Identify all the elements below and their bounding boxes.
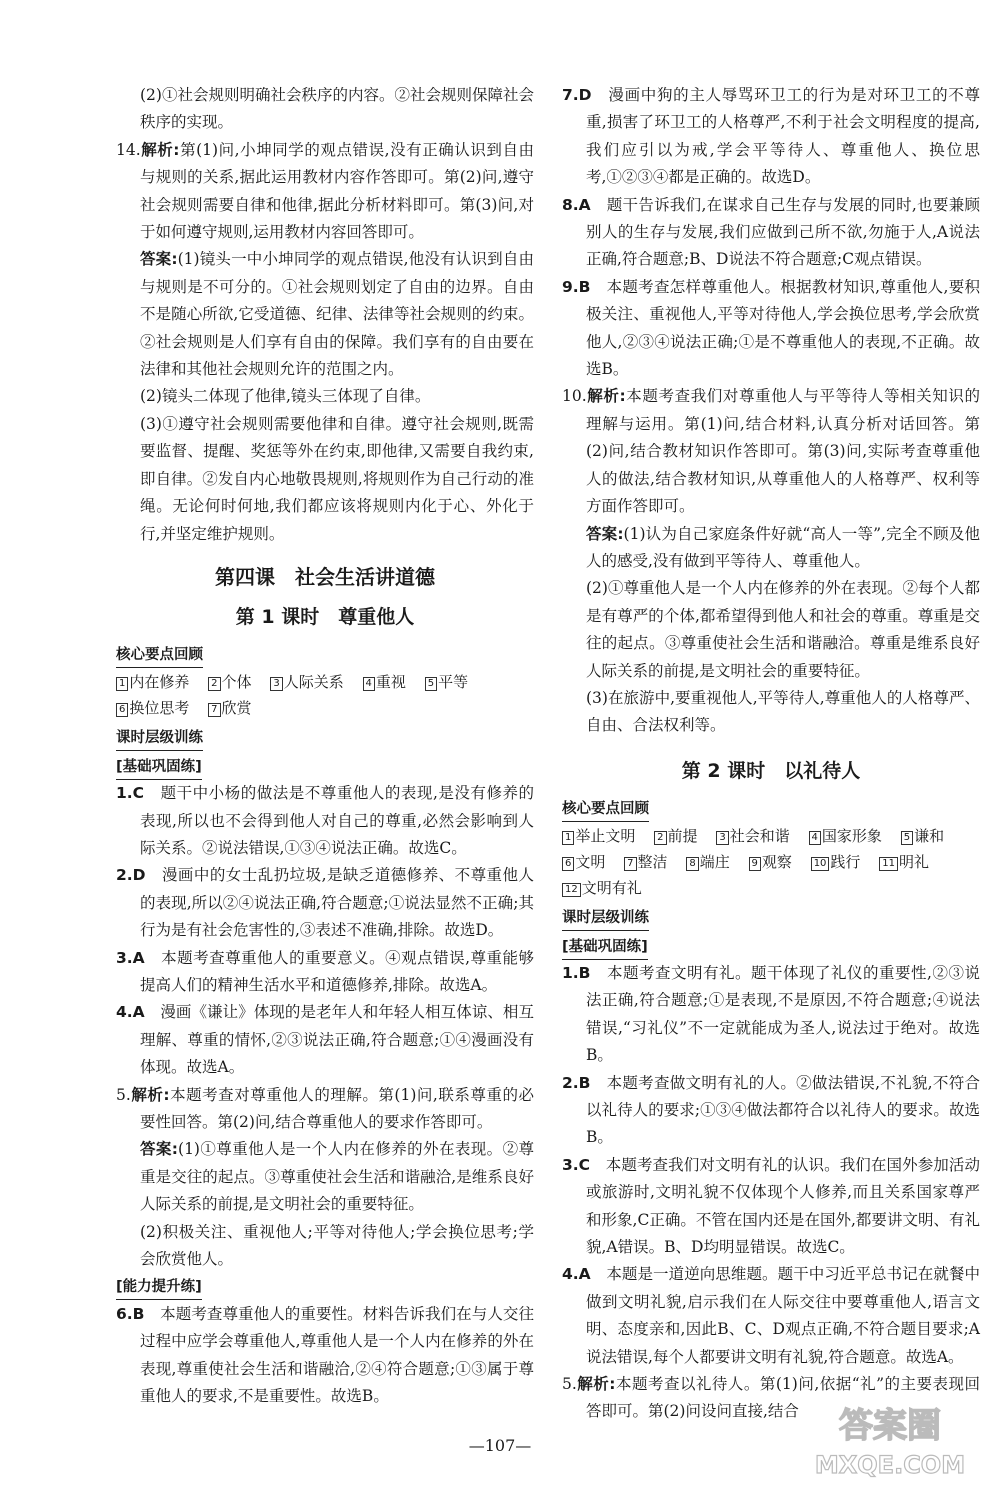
right-column	[562, 82, 980, 1426]
key-text: 欣赏	[221, 699, 252, 718]
question-item	[562, 1261, 980, 1371]
question-number: 9.B	[562, 277, 591, 296]
lesson2-title: 第 2 课时 以礼待人	[681, 759, 861, 782]
question-number: 7.D	[562, 86, 592, 104]
question-number: 1.C	[116, 784, 145, 803]
basic-heading-2	[562, 933, 980, 960]
core-key-item	[363, 673, 406, 691]
core-review-keys	[116, 669, 534, 721]
q10-number: 10.	[562, 387, 587, 406]
training-label: 课时层级训练	[116, 726, 203, 751]
q14-answer-1	[116, 246, 534, 383]
core-key-item	[716, 827, 789, 845]
core-key-item	[116, 699, 189, 717]
q14-analysis: 第(1)问,小坤同学的观点错误,没有正确认识到自由与规则的关系,据此运用教材内容作答即可。第(2)问,遵守社会规则需要自律和他律,据此分析材料即可。第(3)问,对于如何遵守规则,运用教材内容回答即可。	[140, 140, 535, 242]
ability-label: [能力提升练]	[116, 1275, 202, 1300]
core-key-item	[208, 699, 251, 717]
training-heading-2	[562, 905, 980, 932]
core-key-item	[686, 853, 729, 871]
key-text: 整洁	[637, 853, 668, 872]
q14-answer-2: (2)镜头二体现了他律,镜头三体现了自律。	[140, 387, 431, 406]
question-number: 3.C	[562, 1155, 591, 1174]
question-number: 2.D	[116, 866, 146, 885]
key-number: 2	[654, 831, 666, 845]
core-key-item	[562, 827, 635, 845]
key-text: 社会和谐	[729, 827, 790, 846]
key-number: 2	[208, 677, 220, 691]
key-number: 7	[624, 857, 636, 871]
basic-label: [基础巩固练]	[116, 755, 202, 780]
core-key-item	[116, 673, 189, 691]
question-text: 本题考查我们对文明有礼的认识。我们在国外参加活动或旅游时,文明礼貌不仅体现个人修养,而且关系国家尊严和形象,C正确。不管在国内还是在国外,都要讲文明、有礼貌,A错误。B、D均明显错误。故选C。	[586, 1155, 980, 1257]
key-text: 前提	[667, 827, 698, 846]
key-text: 端庄	[699, 853, 730, 872]
key-text: 内在修养	[129, 673, 190, 692]
question-item	[116, 780, 534, 862]
question-item	[562, 1070, 980, 1152]
q6-text: 本题考查尊重他人的重要性。材料告诉我们在与人交往过程中应学会尊重他人,尊重他人是一个人内在修养的外在表现,尊重使社会生活和谐融洽,②④符合题意;①③属于尊重他人的要求,不是重要性。故选B。	[140, 1304, 534, 1406]
question-number: 4.A	[116, 1003, 145, 1022]
q10-answer-label: 答案:	[586, 524, 624, 543]
core-review-label-2: 核心要点回顾	[562, 797, 649, 822]
core-key-item	[879, 853, 929, 871]
q6-number: 6.B	[116, 1304, 145, 1323]
q13-continuation: (2)①社会规则明确社会秩序的内容。②社会规则保障社会秩序的实现。	[140, 86, 534, 132]
question-text: 本题考查尊重他人的重要意义。④观点错误,尊重能够提高人们的精神生活水平和道德修养,排除。故选A。	[140, 948, 534, 994]
key-text: 文明有礼	[581, 879, 642, 898]
q5-answer-1	[116, 1136, 534, 1218]
core-key-item	[270, 673, 343, 691]
key-number: 4	[363, 677, 375, 691]
key-number: 6	[562, 857, 574, 871]
question-item	[116, 862, 534, 944]
key-text: 举止文明	[575, 827, 636, 846]
question-item	[562, 274, 980, 384]
key-number: 3	[716, 831, 728, 845]
training-heading	[116, 725, 534, 752]
svg-text:答案圈: 答案圈	[839, 1406, 941, 1446]
q5	[116, 1082, 534, 1137]
key-text: 践行	[830, 853, 861, 872]
q14-label: 解析:	[140, 140, 180, 159]
question-text: 本题考查做文明有礼的人。②做法错误,不礼貌,不符合以礼待人的要求;①③④做法都符合以礼待人的要求。故选B。	[586, 1073, 980, 1147]
q5-label: 解析:	[130, 1085, 170, 1104]
watermark-logo	[790, 1395, 990, 1485]
question-text: 题干告诉我们,在谋求自己生存与发展的同时,也要兼顾别人的生存与发展,我们应做到己所不欲,勿施于人,A说法正确,符合题意;B、D说法不符合题意;C观点错误。	[586, 195, 980, 269]
question-item	[116, 999, 534, 1081]
key-number: 11	[879, 857, 898, 871]
core-key-item	[425, 673, 468, 691]
core-key-item	[624, 853, 667, 871]
key-number: 10	[811, 857, 830, 871]
question-item	[562, 82, 980, 192]
q14-answer-1-text: (1)镜头一中小坤同学的观点错误,他没有认识到自由与规则是不可分的。①社会规则划定了自由的边界。自由不是随心所欲,它受道德、纪律、法律等社会规则的约束。②社会规则是人们享有自由的保障。我们享有的自由要在法律和其他社会规则允许的范围之内。	[140, 250, 535, 379]
q14	[116, 137, 534, 247]
lesson1-title: 第 1 课时 尊重他人	[235, 605, 415, 628]
key-number: 1	[562, 831, 574, 845]
training-label-2: 课时层级训练	[562, 906, 649, 931]
basic-label-2: [基础巩固练]	[562, 935, 648, 960]
q14-number: 14.	[116, 140, 141, 159]
question-text: 本题考查文明有礼。题干体现了礼仪的重要性,②③说法正确,符合题意;①是表现,不是原因,不符合题意;④说法错误,“习礼仪”不一定就能成为圣人,说法过于绝对。故选B。	[586, 963, 980, 1065]
question-number: 1.B	[562, 963, 591, 982]
right-items-2	[562, 960, 980, 1371]
question-item	[562, 192, 980, 274]
q5-lesson2-text: 本题考查以礼待人。第(1)问,依据“礼”的主要表现回答即可。第(2)问设问直接,结合	[586, 1375, 981, 1421]
core-key-item	[811, 853, 861, 871]
key-number: 7	[208, 703, 220, 717]
core-key-item	[562, 879, 642, 897]
right-items-1	[562, 82, 980, 383]
question-text: 本题是一道逆向思维题。题干中习近平总书记在就餐中做到文明礼貌,启示我们在人际交往中要尊重他人,语言文明、态度亲和,因此B、C、D观点正确,不符合题目要求;A说法错误,每个人都要讲文明有礼貌,符合题意。故选A。	[586, 1265, 980, 1366]
q5-analysis: 本题考查对尊重他人的理解。第(1)问,联系尊重的必要性回答。第(2)问,结合尊重他人的要求作答即可。	[140, 1085, 535, 1131]
q10-answer-1-text: (1)认为自己家庭条件好就“高人一等”,完全不顾及他人的感受,没有做到平等待人、尊重他人。	[586, 524, 981, 570]
q10-answer-3: (3)在旅游中,要重视他人,平等待人,尊重他人的人格尊严、自由、合法权利等。	[586, 688, 980, 735]
key-text: 明礼	[898, 853, 929, 872]
key-number: 3	[270, 677, 282, 691]
key-text: 文明	[575, 853, 606, 872]
core-review-keys-2	[562, 823, 980, 901]
q6	[116, 1301, 534, 1411]
question-number: 8.A	[562, 195, 591, 214]
question-item	[562, 1152, 980, 1262]
key-number: 9	[749, 857, 761, 871]
key-text: 个体	[221, 673, 252, 692]
q5-number: 5.	[116, 1085, 131, 1104]
left-column	[116, 82, 534, 1410]
key-number: 5	[901, 831, 913, 845]
q14-answer-3: (3)①遵守社会规则需要他律和自律。遵守社会规则,既需要监督、提醒、奖惩等外在约束,即他律,又需要自我约束,即自律。②发自内心地敬畏规则,将规则作为自己行动的准绳。无论何时何地,我们都应该将规则内化于心、外化于行,并坚定维护规则。	[140, 414, 534, 543]
question-item	[562, 960, 980, 1070]
q5-lesson2-number: 5.	[562, 1375, 577, 1394]
q10-label: 解析:	[586, 387, 626, 406]
core-key-item	[562, 853, 605, 871]
q10-analysis: 本题考查我们对尊重他人与平等待人等相关知识的理解与运用。第(1)问,结合材料,认真分析对话回答。第(2)问,结合教材知识作答即可。第(3)问,实际考查尊重他人的做法,结合教材知识,从尊重他人的人格尊严、权利等方面作答即可。	[586, 387, 980, 516]
question-text: 漫画《谦让》体现的是老年人和年轻人相互体谅、相互理解、尊重的情怀,②③说法正确,符合题意;①④漫画没有体现。故选A。	[140, 1003, 534, 1077]
question-number: 2.B	[562, 1073, 591, 1092]
core-review-label: 核心要点回顾	[116, 643, 203, 668]
key-text: 平等	[438, 673, 469, 692]
q5-answer-2: (2)积极关注、重视他人;平等对待他人;学会换位思考;学会欣赏他人。	[140, 1222, 534, 1269]
question-number: 3.A	[116, 948, 145, 967]
page-number: —107—	[468, 1436, 532, 1455]
core-review-heading	[116, 642, 534, 669]
key-text: 换位思考	[129, 699, 190, 718]
question-text: 本题考查怎样尊重他人。根据教材知识,尊重他人,要积极关注、重视他人,平等对待他人,学会换位思考,学会欣赏他人,②③④说法正确;①是不尊重他人的表现,不正确。故选B。	[586, 277, 980, 379]
key-number: 8	[686, 857, 698, 871]
key-text: 观察	[761, 853, 792, 872]
question-item	[116, 945, 534, 1000]
key-text: 重视	[375, 673, 406, 692]
q10	[562, 383, 980, 520]
svg-text:MXQE.COM: MXQE.COM	[814, 1451, 966, 1479]
question-text: 题干中小杨的做法是不尊重他人的表现,是没有修养的表现,所以也不会得到他人对自己的尊重,必然会影响到人际关系。②说法错误,①③④说法正确。故选C。	[140, 784, 534, 857]
core-key-item	[208, 673, 251, 691]
key-number: 5	[425, 677, 437, 691]
question-text: 漫画中的女士乱扔垃圾,是缺乏道德修养、不尊重他人的表现,所以②④说法正确,符合题意;①说法显然不正确;其行为是有社会危害性的,③表述不准确,排除。故选D。	[140, 866, 534, 940]
ability-heading	[116, 1273, 534, 1300]
key-number: 12	[562, 883, 581, 897]
q10-answer-1	[562, 521, 980, 576]
q10-answer-2: (2)①尊重他人是一个人内在修养的外在表现。②每个人都是有尊严的个体,都希望得到他人和社会的尊重。尊重是交往的起点。③尊重使社会生活和谐融洽。尊重是维系良好人际关系的前提,是文明社会的重要特征。	[586, 579, 980, 680]
question-number: 4.A	[562, 1265, 591, 1284]
core-key-item	[809, 827, 882, 845]
key-number: 1	[116, 677, 128, 691]
q5-answer-label: 答案:	[140, 1140, 179, 1159]
question-text: 漫画中狗的主人辱骂环卫工的行为是对环卫工的不尊重,损害了环卫工的人格尊严,不利于社会文明程度的提高,我们应引以为戒,学会平等待人、尊重他人、换位思考,①②③④都是正确的。故选D。	[586, 86, 980, 187]
core-key-item	[901, 827, 944, 845]
lesson-title: 第四课 社会生活讲道德	[215, 564, 435, 589]
q5-lesson2-label: 解析:	[576, 1375, 616, 1394]
left-items	[116, 780, 534, 1081]
key-number: 4	[809, 831, 821, 845]
core-review-heading-2	[562, 796, 980, 823]
basic-heading	[116, 753, 534, 780]
key-number: 6	[116, 703, 128, 717]
key-text: 谦和	[914, 827, 945, 846]
q5-answer-1-text: (1)①尊重他人是一个人内在修养的外在表现。②尊重是交往的起点。③尊重使社会生活和谐融洽,是维系良好人际关系的前提,是文明社会的重要特征。	[140, 1140, 534, 1214]
key-text: 国家形象	[821, 827, 882, 846]
core-key-item	[654, 827, 697, 845]
key-text: 人际关系	[283, 673, 344, 692]
q14-answer-label: 答案:	[140, 250, 178, 269]
core-key-item	[749, 853, 792, 871]
